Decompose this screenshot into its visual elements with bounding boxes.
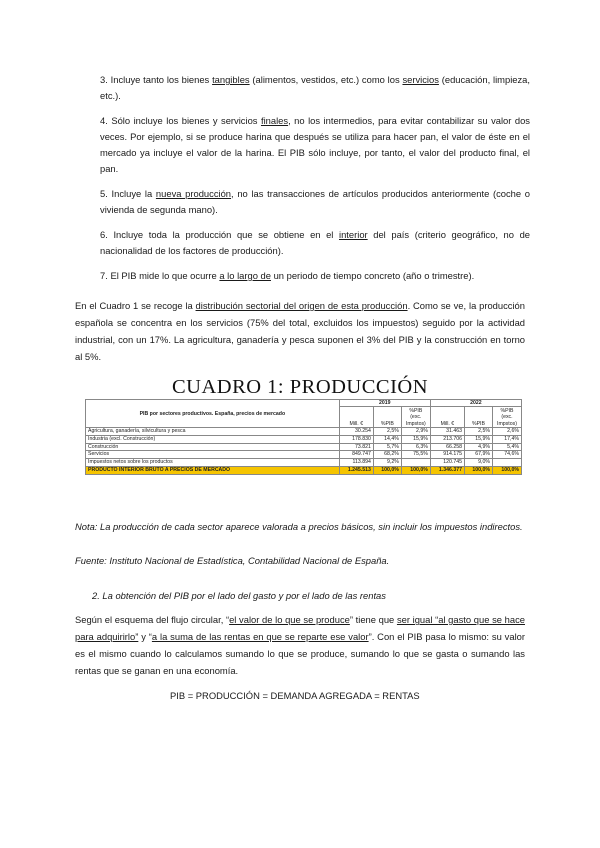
intro-paragraph: En el Cuadro 1 se recoge la distribución sectorial del origen de esta producción. Como se ve, la producción española se concentra en los servicios (75% del total, excluidos los impuestos) seguido por la actividad industrial, con un 17%. La agricultura, ganadería y pesca suponen el 3% del PIB y la construcción en torno al 5%. [75,300,525,362]
criteria-list [100,72,530,293]
table-header-years [86,400,522,407]
list-item: 4. Sólo incluye los bienes y servicios finales, no los intermedios, para evitar contabilizar su valor dos veces. Por ejemplo, si se produce harina que después se utiliza para hacer pan, el valor de éste en el mercado ya incluye el valor de la harina. El PIB sólo incluye, por tanto, el valor del producto final, el pan. [100,115,530,174]
list-item: 7. El PIB mide lo que ocurre a lo largo de un periodo de tiempo concreto (año o trimestre). [100,270,475,281]
table-row: Construcción 73.821 5,7% 6,3% 66.258 4,9% 5,4% [86,443,522,451]
production-table [85,399,522,475]
year-2022: 2022 [430,400,521,407]
list-item: 5. Incluye la nueva producción, no las transacciones de artículos producidos anteriormente (coche o vivienda de segunda mano). [100,188,531,215]
table-title: CUADRO 1: PRODUCCIÓN [171,376,429,398]
pib-formula: PIB = PRODUCCIÓN = DEMANDA AGREGADA = RENTAS [170,690,420,701]
col-pct: %PIB [465,407,493,428]
table-row: Impuestos netos sobre los productos 113.894 9,2% 120.745 9,0% [86,459,522,467]
table-row: Servicios 849.747 68,2% 75,5% 914.175 67,9% 74,6% [86,451,522,459]
col-pct-exc: %PIB (exc. Impstos) [492,407,521,428]
year-2019: 2019 [339,400,430,407]
table-row: Agricultura, ganadería, silvicultura y pesca 30.254 2,5% 2,9% 31.463 2,5% 2,6% [86,428,522,436]
table-note: Nota: La producción de cada sector aparece valorada a precios básicos, sin incluir los impuestos indirectos. [75,521,523,532]
col-mill: Mill. € [430,407,464,428]
col-mill: Mill. € [339,407,373,428]
table-row: Industria (excl. Construcción) 178.830 14,4% 15,9% 213.706 15,9% 17,4% [86,435,522,443]
section-title: 2. La obtención del PIB por el lado del gasto y por el lado de las rentas [92,590,386,601]
col-pct-exc: %PIB (exc. Impstos) [401,407,430,428]
list-item: 3. Incluye tanto los bienes tangibles (alimentos, vestidos, etc.) como los servicios (educación, limpieza, etc.). [100,74,531,101]
table-header-label: PIB por sectores productivos. España, precios de mercado [86,400,340,428]
table-source: Fuente: Instituto Nacional de Estadística, Contabilidad Nacional de España. [75,555,390,566]
section-paragraph: Según el esquema del flujo circular, “el valor de lo que se produce” tiene que ser igual “al gasto que se hace para adquirirlo” y “a la suma de las rentas en que se reparte ese valor”. Con el PIB pasa lo mismo: su valor es el mismo cuando lo calculamos sumando lo que se produce, sumando lo que se gasta o sumando las rentas que se ganan en una economía. [75,614,525,676]
col-pct: %PIB [373,407,401,428]
list-item: 6. Incluye toda la producción que se obtiene en el interior del país (criterio geográfico, no de nacionalidad de los factores de producción). [100,229,530,256]
table-total-row: PRODUCTO INTERIOR BRUTO A PRECIOS DE MERCADO 1.245.513 100,0% 100,0% 1.346.377 100,0% 100,0% [86,466,522,474]
